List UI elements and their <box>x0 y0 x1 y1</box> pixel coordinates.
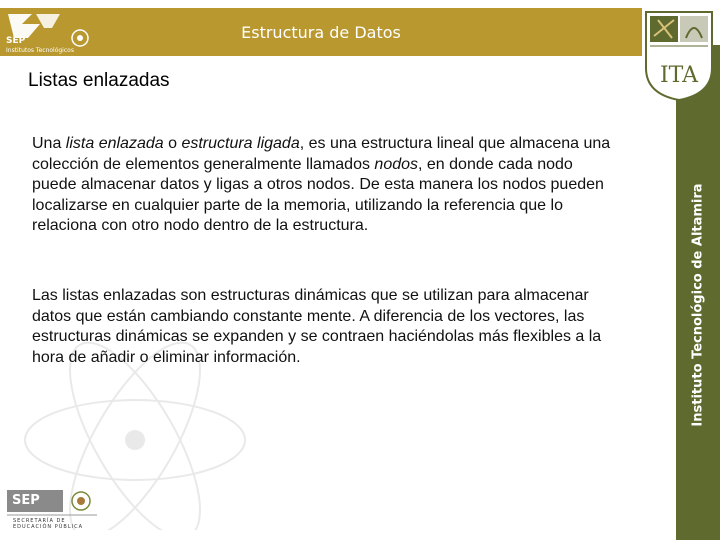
paragraph-definition <box>32 134 612 237</box>
paragraph-text: Una <box>32 135 66 152</box>
emphasis-term: estructura ligada <box>181 135 300 152</box>
paragraph-text: o <box>163 135 182 152</box>
section-title: Listas enlazadas <box>28 70 170 91</box>
paragraph-text: , en donde cada nodo puede almacenar datos y ligas a otros nodos. De esta manera los nodos pueden localizarse en cualquier parte de la memoria, utilizando la referencia que lo relaciona con otro nodo dentro de la estructura. <box>32 155 604 234</box>
sep-footer-sublabel: SECRETARÍA DE EDUCACIÓN PÚBLICA <box>13 518 84 530</box>
sep-footer-label: SEP <box>12 493 40 508</box>
side-band-text: Instituto Tecnológico de Altamira <box>690 183 706 427</box>
paragraph-dynamic-structures: Las listas enlazadas son estructuras dinámicas que se utilizan para almacenar datos que están cambiando constante mente. A diferencia de los vectores, las estructuras dinámicas se expanden y se contraen haciéndolas más flexibles a la hora de añadir o eliminar información. <box>32 287 602 366</box>
sep-top-sublabel: Institutos Tecnológicos <box>6 47 74 54</box>
sep-top-label: SEP <box>6 36 26 46</box>
ita-badge-icon <box>642 10 716 102</box>
emphasis-term: nodos <box>374 155 419 173</box>
paragraph-text: , es una estructura lineal que almacena una colección de elementos generalmente llamados <box>32 135 611 173</box>
ita-badge-label: ITA <box>659 63 699 88</box>
page-header-title: Estructura de Datos <box>241 22 401 42</box>
emphasis-term: lista enlazada <box>65 135 164 152</box>
